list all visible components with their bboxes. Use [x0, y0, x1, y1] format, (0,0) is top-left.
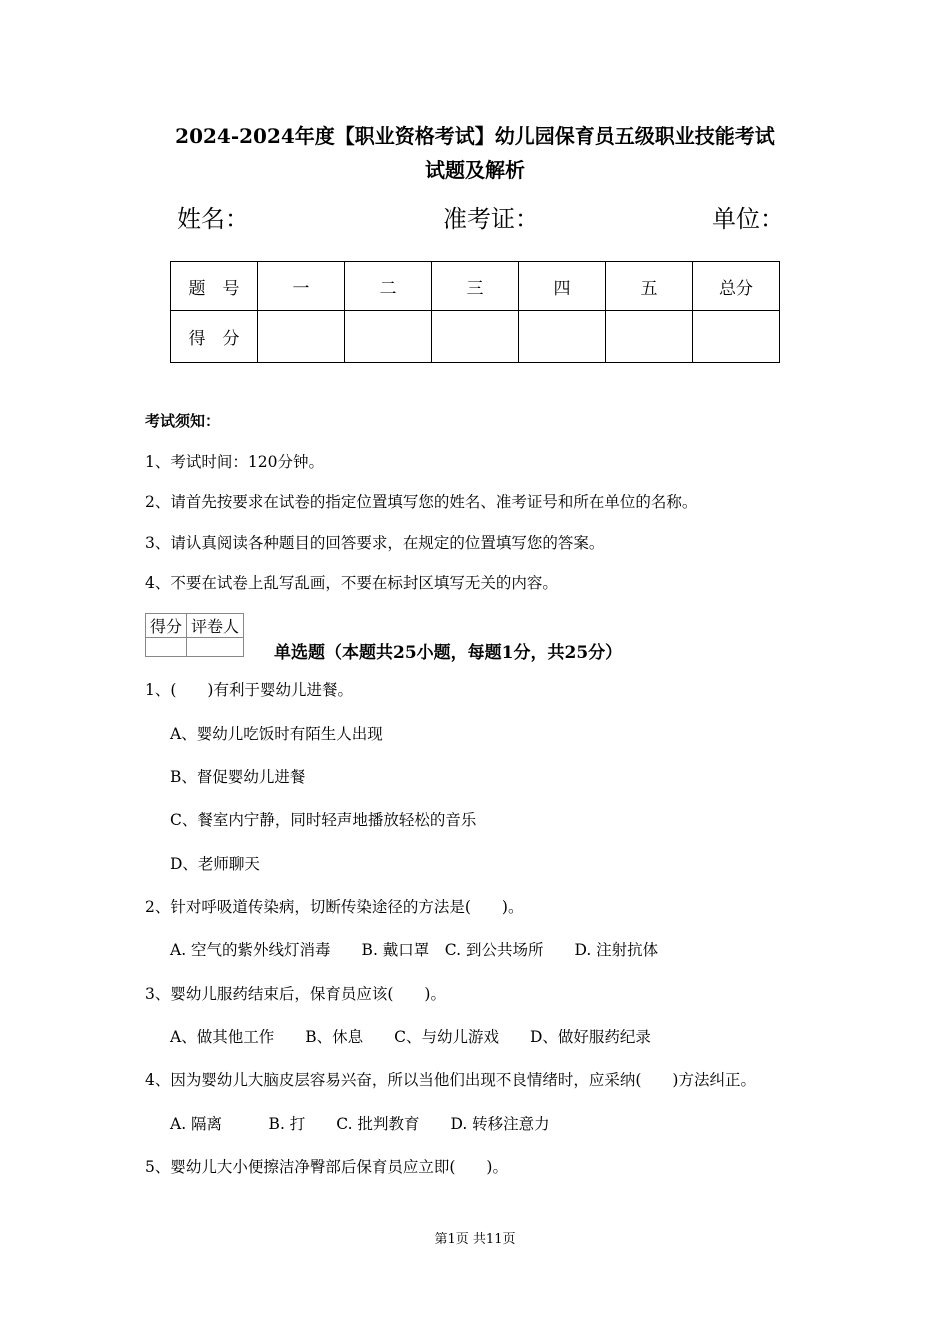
- notice-item: 3、请认真阅读各种题目的回答要求，在规定的位置填写您的答案。: [145, 534, 605, 552]
- question-options: A、做其他工作 B、休息 C、与幼儿游戏 D、做好服药纪录: [170, 1028, 651, 1046]
- question-options: A. 隔离 B. 打 C. 批判教育 D. 转移注意力: [170, 1115, 550, 1133]
- score-table-header-row: [171, 262, 780, 311]
- notice-item: 4、不要在试卷上乱写乱画，不要在标封区填写无关的内容。: [145, 574, 558, 592]
- score-input-cell[interactable]: [345, 311, 432, 363]
- score-table-header-cell: 一: [258, 262, 345, 311]
- question-stem: 1、( )有利于婴幼儿进餐。: [145, 681, 353, 699]
- name-label: 姓名：: [177, 205, 249, 233]
- score-table-header-cell: 二: [345, 262, 432, 311]
- question-option: D、老师聊天: [170, 855, 260, 873]
- question-option: A、婴幼儿吃饭时有陌生人出现: [170, 725, 383, 743]
- notice-item: 2、请首先按要求在试卷的指定位置填写您的姓名、准考证号和所在单位的名称。: [145, 493, 698, 511]
- question-option: C、餐室内宁静，同时轻声地播放轻松的音乐: [170, 811, 477, 829]
- section-title: 单选题（本题共25小题，每题1分，共25分）: [274, 643, 623, 663]
- score-table-header-cell: 四: [519, 262, 606, 311]
- unit-label: 单位：: [712, 205, 784, 233]
- question-stem: 5、婴幼儿大小便擦洁净臀部后保育员应立即( )。: [145, 1158, 508, 1176]
- score-input-cell[interactable]: [432, 311, 519, 363]
- grader-reviewer-cell[interactable]: [187, 638, 244, 657]
- score-table-header-cell: 五: [606, 262, 693, 311]
- document-title-line2: 试题及解析: [425, 158, 525, 182]
- score-table-header-cell: 题 号: [171, 262, 258, 311]
- grader-score-cell[interactable]: [146, 638, 187, 657]
- score-input-cell[interactable]: [693, 311, 780, 363]
- page-footer: 第1页 共11页: [434, 1232, 516, 1247]
- question-stem: 2、针对呼吸道传染病，切断传染途径的方法是( )。: [145, 898, 524, 916]
- score-table-score-row: [171, 311, 780, 363]
- score-table-header-cell: 三: [432, 262, 519, 311]
- question-options: A. 空气的紫外线灯消毒 B. 戴口罩 C. 到公共场所 D. 注射抗体: [170, 941, 659, 959]
- question-option: B、督促婴幼儿进餐: [170, 768, 306, 786]
- score-table: [170, 261, 780, 363]
- score-input-cell[interactable]: [606, 311, 693, 363]
- score-row-label: 得 分: [171, 311, 258, 363]
- question-stem: 4、因为婴幼儿大脑皮层容易兴奋，所以当他们出现不良情绪时，应采纳( )方法纠正。: [145, 1071, 756, 1089]
- document-title-line1: 2024-2024年度【职业资格考试】幼儿园保育员五级职业技能考试: [175, 124, 775, 148]
- ticket-label: 准考证：: [443, 205, 539, 233]
- score-input-cell[interactable]: [258, 311, 345, 363]
- grader-reviewer-label: 评卷人: [187, 614, 244, 638]
- grader-score-label: 得分: [146, 614, 187, 638]
- score-input-cell[interactable]: [519, 311, 606, 363]
- notice-heading: 考试须知：: [145, 412, 221, 430]
- question-stem: 3、婴幼儿服药结束后，保育员应该( )。: [145, 985, 446, 1003]
- score-table-header-cell: 总分: [693, 262, 780, 311]
- grader-box: [145, 613, 244, 657]
- notice-item: 1、考试时间：120分钟。: [145, 453, 324, 471]
